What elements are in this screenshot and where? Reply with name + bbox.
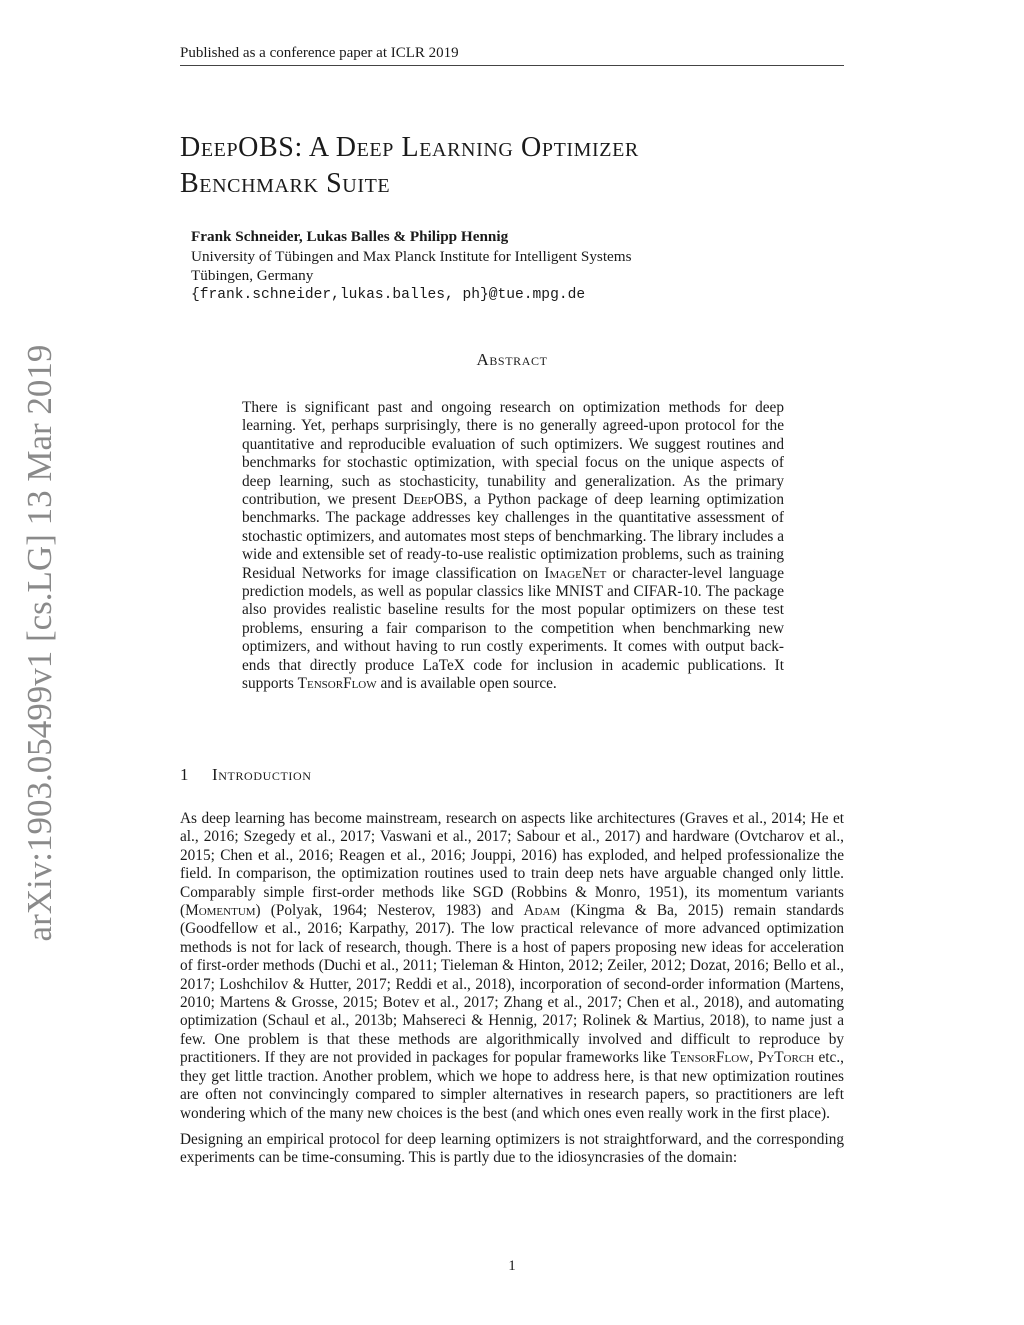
author-location: Tübingen, Germany xyxy=(191,267,314,284)
intro-text: ) (Polyak, 1964; Nesterov, 1983) and xyxy=(255,902,524,920)
intro-paragraph-1 xyxy=(180,810,844,1123)
intro-text: As deep learning has become mainstream, research on aspects like architectures (Graves et al., 2014; He et al., 2016; Szegedy et al., 2017; Vaswani et al., 2017; Sabour et al., 2017) and hardware (Ovtcharov et al., 2015; Chen et al., 2016; Reagen et al., 2016; Jouppi, 2016) has exploded, and helped professionalize the field. In comparison, the optimization routines used to train deep nets have arguable changed only little. Comparably simple first-order methods like SGD (Robbins & Monro, 1951), its momentum variants ( xyxy=(180,810,844,920)
author-email[interactable]: {frank.schneider,lukas.balles, ph}@tue.mpg.de xyxy=(191,286,586,303)
momentum-name: Momentum xyxy=(185,902,256,920)
latex-logo: LaTeX xyxy=(422,656,465,674)
intro-paragraph-2: Designing an empirical protocol for deep learning optimizers is not straightforward, and the corresponding experiments can be time-consuming. This is partly due to the idiosyncrasies of the domain: xyxy=(180,1130,844,1167)
abstract-text: , a Python package of deep learning optimization benchmarks. The package addresses key challenges in the quantitative assessment of stochastic optimizers, and automates most steps of benchmarking. The library includes a wide and extensible set of ready-to-use realistic optimization problems, such as training Residual Networks for image classification on xyxy=(242,491,784,582)
running-header: Published as a conference paper at ICLR 2019 xyxy=(180,44,844,66)
pytorch-name: PyTorch xyxy=(757,1049,815,1067)
author-affiliation: University of Tübingen and Max Planck Institute for Intelligent Systems xyxy=(191,247,632,265)
arxiv-stamp: arXiv:1903.05499v1 [cs.LG] 13 Mar 2019 xyxy=(20,344,59,942)
paper-title xyxy=(180,130,844,202)
intro-text: etc., they get little traction. Another problem, which we hope to address here, is that new optimization routines are often not convincingly compared to simpler alternatives in research papers, so practitioners are left wondering which of the many new choices is the best (and which ones even really work in the first place). xyxy=(180,1049,844,1122)
abstract-text: or character-level language prediction models, as well as popular classics like MNIST and CIFAR-10. The package also provides realistic baseline results for the most popular optimizers on these test problems, ensuring a fair comparison to the competition when benchmarking new optimizers, and without having to run costly experiments. It comes with output back-ends that directly produce xyxy=(242,564,784,674)
section-heading-introduction xyxy=(180,765,844,785)
intro-text: , xyxy=(749,1049,758,1067)
paper-title-line-1: DeepOBS: A Deep Learning Optimizer xyxy=(180,132,639,163)
abstract-heading: Abstract xyxy=(476,350,548,369)
imagenet-name: ImageNet xyxy=(544,564,607,582)
abstract-text: There is significant past and ongoing research on optimization methods for deep learning. Yet, perhaps surprisingly, there is no generally agreed-upon protocol for the quantitative and reproducible evaluation of such optimizers. We suggest routines and benchmarks for stochastic optimization, with special focus on the unique aspects of deep learning, such as stochasticity, tunability and generalization. As the primary contribution, we present xyxy=(242,399,784,509)
author-names: Frank Schneider, Lukas Balles & Philipp Hennig xyxy=(191,228,509,245)
page-number: 1 xyxy=(508,1258,516,1274)
paper-title-line-2: Benchmark Suite xyxy=(180,168,391,199)
adam-name: Adam xyxy=(523,902,561,920)
introduction-body xyxy=(180,810,844,1176)
section-number: 1 xyxy=(180,765,189,784)
tensorflow-name: TensorFlow xyxy=(670,1049,750,1067)
deepobs-name: DeepOBS xyxy=(402,491,464,509)
abstract-text: code for inclusion in academic publications. It supports xyxy=(242,656,784,693)
intro-text: (Kingma & Ba, 2015) remain standards (Goodfellow et al., 2016; Karpathy, 2017). The low practical relevance of more advanced optimization methods is not for lack of research, though. There is a host of papers proposing new ideas for acceleration of first-order methods (Duchi et al., 2011; Tieleman & Hinton, 2012; Zeiler, 2012; Dozat, 2016; Bello et al., 2017; Loshchilov & Hutter, 2017; Reddi et al., 2018), incorporation of second-order information (Martens, 2010; Martens & Grosse, 2015; Botev et al., 2017; Zhang et al., 2017; Chen et al., 2018), and automating optimization (Schaul et al., 2013b; Mahsereci & Hennig, 2017; Rolinek & Martius, 2018), to name just a few. One problem is that these methods are algorithmically involved and difficult to reproduce by practitioners. If they are not provided in packages for popular frameworks like xyxy=(180,902,845,1067)
abstract-body xyxy=(242,399,784,694)
section-title: Introduction xyxy=(212,765,312,784)
tensorflow-name: TensorFlow xyxy=(297,675,377,693)
abstract-text: and is available open source. xyxy=(376,675,557,693)
author-block xyxy=(191,227,811,305)
